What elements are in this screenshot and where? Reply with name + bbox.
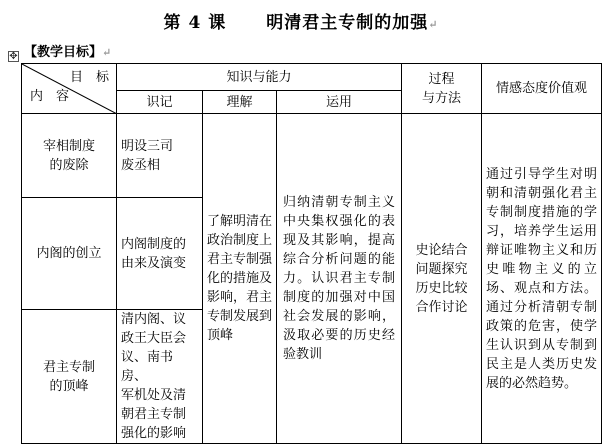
apply-header: 运用 — [277, 91, 402, 114]
lesson-title — [0, 8, 602, 33]
apply-cell: 归纳清朝专制主义中央集权强化的表现及其影响，提高综合分析问题的能力。认识君主专制制度的加强对中国社会发展的影响，汲取必要的历史经验教训 — [277, 114, 402, 444]
lesson-number: 第 4 课 — [163, 13, 227, 33]
methods-cell — [402, 114, 482, 444]
corner-top-label: 目 标 — [70, 70, 110, 85]
content-cell-cabinet: 内阁的创立 — [22, 198, 117, 310]
memorize-header: 识记 — [117, 91, 203, 114]
content-cell-chancellor: 宰相制度 的废除 — [22, 114, 117, 198]
paragraph-mark-icon: ↵ — [102, 46, 112, 59]
memorize-cell-autocracy: 清内阁、议 政王大臣会 议、南书房、 军机处及清 朝君主专制 强化的影响 — [117, 310, 203, 444]
teaching-objectives-table — [21, 63, 602, 444]
method-item: 合作讨论 — [415, 299, 468, 315]
understand-cell: 了解明清在政治制度上君主专制强化的措施及影响，君主专制发展到顶峰 — [203, 114, 277, 444]
method-item: 问题探究 — [415, 261, 468, 277]
knowledge-ability-header: 知识与能力 — [117, 64, 402, 91]
memorize-cell-cabinet: 内阁制度的 由来及演变 — [117, 198, 203, 310]
corner-header-cell — [22, 64, 117, 114]
method-item: 历史比较 — [415, 280, 468, 296]
method-item: 史论结合 — [415, 242, 468, 258]
table-move-handle-icon[interactable]: ✥ — [9, 51, 18, 62]
corner-bottom-label: 内 容 — [30, 89, 70, 104]
memorize-cell-chancellor: 明设三司 废丞相 — [117, 114, 203, 198]
section-heading: 【教学目标】↵ — [24, 45, 112, 60]
emotion-cell: 通过引导学生对明朝和清朝强化君主专制制度措施的学习，培养学生运用辩证唯物主义和历史唯物主义的立场、观点和方法。通过分析清朝专制政策的危害，使学生认识到从专制到民主是人类历史发展的必然趋势。 — [482, 114, 602, 444]
content-cell-autocracy: 君主专制 的顶峰 — [22, 310, 117, 444]
paragraph-mark-icon: ↵ — [428, 18, 439, 31]
emotion-attitude-header: 情感态度价值观 — [482, 64, 602, 114]
lesson-name: 明清君主专制的加强 — [266, 13, 429, 33]
understand-header: 理解 — [203, 91, 277, 114]
process-method-header: 过程 与方法 — [402, 64, 482, 114]
